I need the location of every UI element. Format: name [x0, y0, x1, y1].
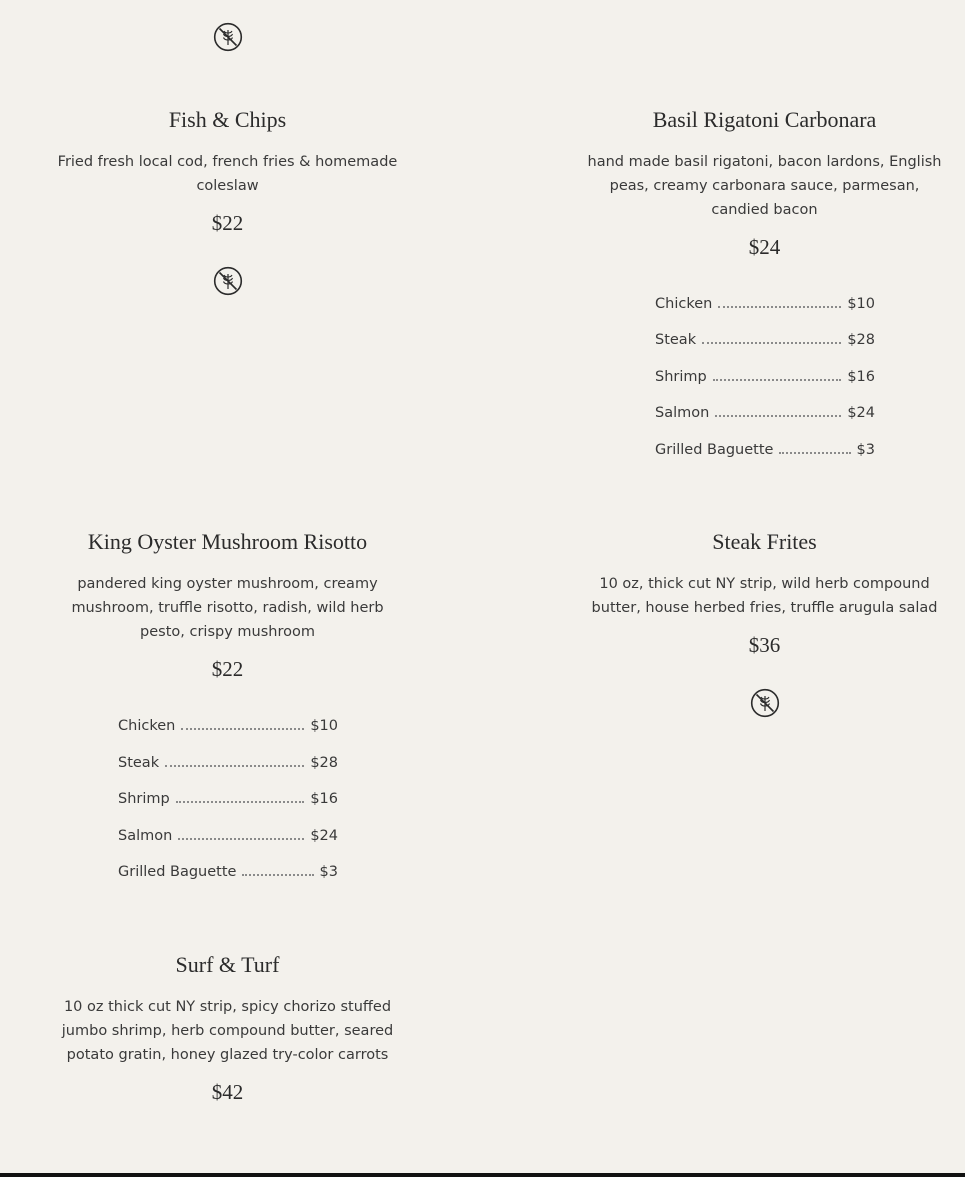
item-price: $22 [211, 657, 244, 681]
leader-dots [178, 838, 304, 840]
item-price: $42 [211, 1080, 244, 1104]
addon-row [655, 436, 875, 458]
item-title: Steak Frites [712, 529, 817, 554]
item-title: Basil Rigatoni Carbonara [652, 107, 877, 132]
gluten-free-icon [213, 266, 243, 296]
addon-price: $28 [847, 332, 875, 348]
leader-dots [715, 415, 841, 417]
addon-price: $16 [310, 791, 338, 807]
addon-price: $3 [319, 864, 338, 880]
menu-item-steak-frites [577, 527, 952, 659]
gluten-free-icon [213, 22, 243, 52]
leader-dots [779, 452, 850, 454]
menu-item-carbonara [577, 105, 952, 261]
addon-name: Shrimp [118, 791, 170, 807]
item-title: King Oyster Mushroom Risotto [87, 529, 368, 554]
leader-dots [702, 342, 841, 344]
addon-price: $24 [847, 405, 875, 421]
addon-price: $3 [856, 442, 875, 458]
leader-dots [165, 765, 304, 767]
addon-name: Chicken [118, 718, 176, 734]
leader-dots [181, 728, 304, 730]
bottom-border [0, 1173, 965, 1177]
item-description: hand made basil rigatoni, bacon lardons, English peas, creamy carbonara sauce, parmesan, candied bacon [587, 154, 942, 218]
item-description: 10 oz thick cut NY strip, spicy chorizo stuffed jumbo shrimp, herb compound butter, seared potato gratin, honey glazed try-color carrots [61, 999, 394, 1063]
addon-name: Grilled Baguette [118, 864, 237, 880]
addon-row [655, 363, 875, 385]
menu-item-fish-chips [40, 105, 415, 237]
item-price: $24 [748, 235, 781, 259]
addon-name: Steak [655, 332, 697, 348]
addon-row [118, 822, 338, 844]
leader-dots [713, 379, 842, 381]
item-title: Fish & Chips [168, 107, 287, 132]
addon-name: Salmon [655, 405, 710, 421]
addon-row [118, 749, 338, 771]
addon-row [655, 326, 875, 348]
addon-row [118, 858, 338, 880]
menu-item-surf-turf [40, 950, 415, 1106]
menu-item-risotto [40, 527, 415, 683]
addon-price: $10 [847, 296, 875, 312]
addon-row [655, 290, 875, 312]
gluten-free-icon [750, 688, 780, 718]
leader-dots [242, 874, 313, 876]
item-price: $22 [211, 211, 244, 235]
addon-row [118, 785, 338, 807]
item-description: pandered king oyster mushroom, creamy mushroom, truffle risotto, radish, wild herb pesto, crispy mushroom [71, 576, 384, 640]
leader-dots [718, 306, 841, 308]
item-price: $36 [748, 633, 781, 657]
addon-price: $16 [847, 369, 875, 385]
addon-name: Steak [118, 755, 160, 771]
addon-price: $10 [310, 718, 338, 734]
addon-price: $24 [310, 828, 338, 844]
addon-row [118, 712, 338, 734]
item-description: Fried fresh local cod, french fries & homemade coleslaw [57, 154, 398, 194]
item-title: Surf & Turf [175, 952, 280, 977]
addon-price: $28 [310, 755, 338, 771]
addon-name: Shrimp [655, 369, 707, 385]
item-description: 10 oz, thick cut NY strip, wild herb compound butter, house herbed fries, truffle arugula salad [591, 576, 938, 616]
addon-name: Grilled Baguette [655, 442, 774, 458]
addon-name: Chicken [655, 296, 713, 312]
addon-row [655, 399, 875, 421]
leader-dots [176, 801, 305, 803]
addon-name: Salmon [118, 828, 173, 844]
